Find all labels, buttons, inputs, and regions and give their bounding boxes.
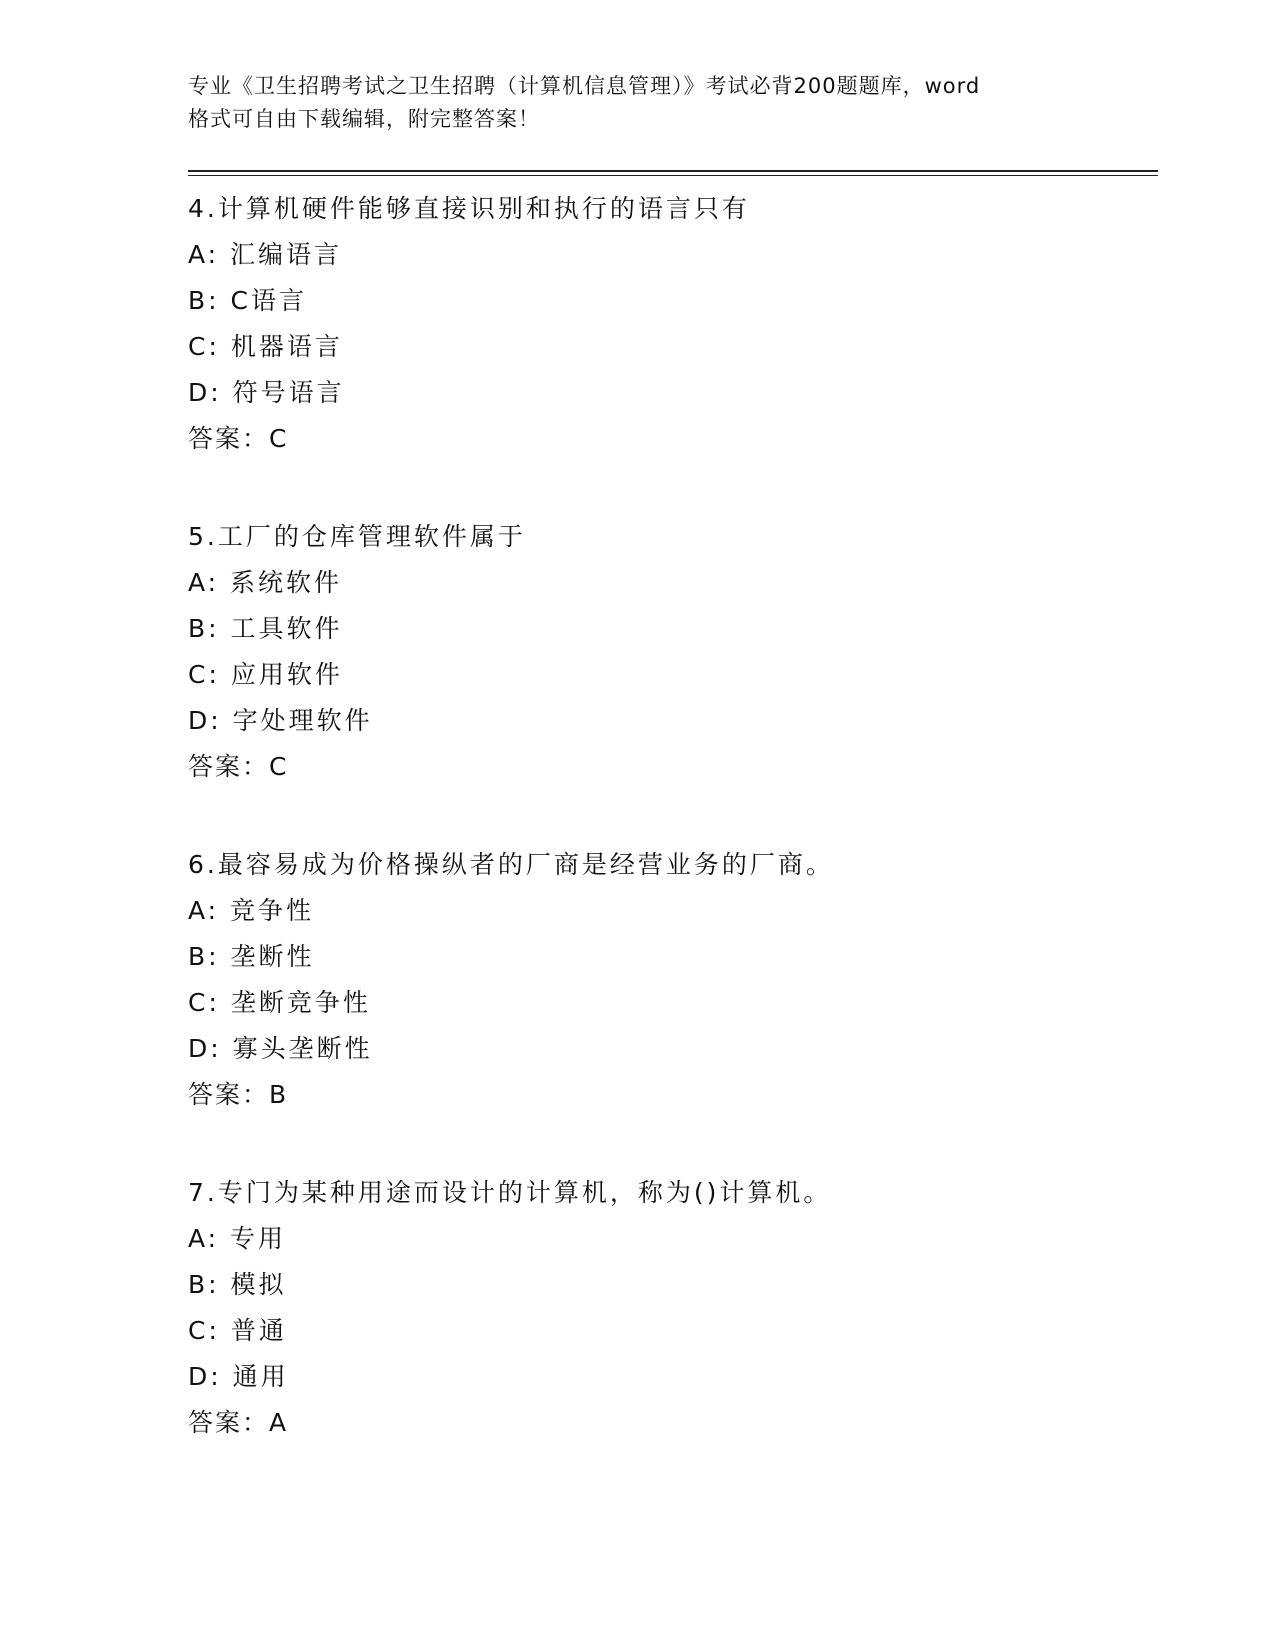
option-c: C: 机器语言 [188,332,343,361]
option-c: C: 垄断竞争性 [188,988,371,1017]
question-4 [188,186,1158,462]
option-b: B: C语言 [188,286,307,315]
question-text: 7.专门为某种用途而设计的计算机，称为()计算机。 [188,1178,832,1207]
answer: 答案：A [188,1408,289,1437]
question-6 [188,842,1158,1118]
option-d: D: 寡头垄断性 [188,1034,373,1063]
option-b: B: 垄断性 [188,942,315,971]
option-c: C: 普通 [188,1316,287,1345]
header-line-1: 专业《卫生招聘考试之卫生招聘（计算机信息管理）》考试必背200题题库，word [188,74,981,98]
option-b: B: 工具软件 [188,614,343,643]
question-text: 4.计算机硬件能够直接识别和执行的语言只有 [188,194,750,223]
option-a: A: 汇编语言 [188,240,343,269]
document-page [188,70,1158,1446]
option-c: C: 应用软件 [188,660,343,689]
document-header [188,70,1158,136]
option-a: A: 竞争性 [188,896,315,925]
answer: 答案：B [188,1080,289,1109]
option-a: A: 系统软件 [188,568,343,597]
question-text: 6.最容易成为价格操纵者的厂商是经营业务的厂商。 [188,850,834,879]
option-d: D: 符号语言 [188,378,345,407]
header-line-2: 格式可自由下载编辑，附完整答案！ [188,107,540,131]
option-b: B: 模拟 [188,1270,287,1299]
answer: 答案：C [188,424,289,453]
answer: 答案：C [188,752,289,781]
question-text: 5.工厂的仓库管理软件属于 [188,522,526,551]
header-divider [188,170,1158,176]
question-7 [188,1170,1158,1446]
question-5 [188,514,1158,790]
option-a: A: 专用 [188,1224,287,1253]
option-d: D: 通用 [188,1362,289,1391]
option-d: D: 字处理软件 [188,706,373,735]
